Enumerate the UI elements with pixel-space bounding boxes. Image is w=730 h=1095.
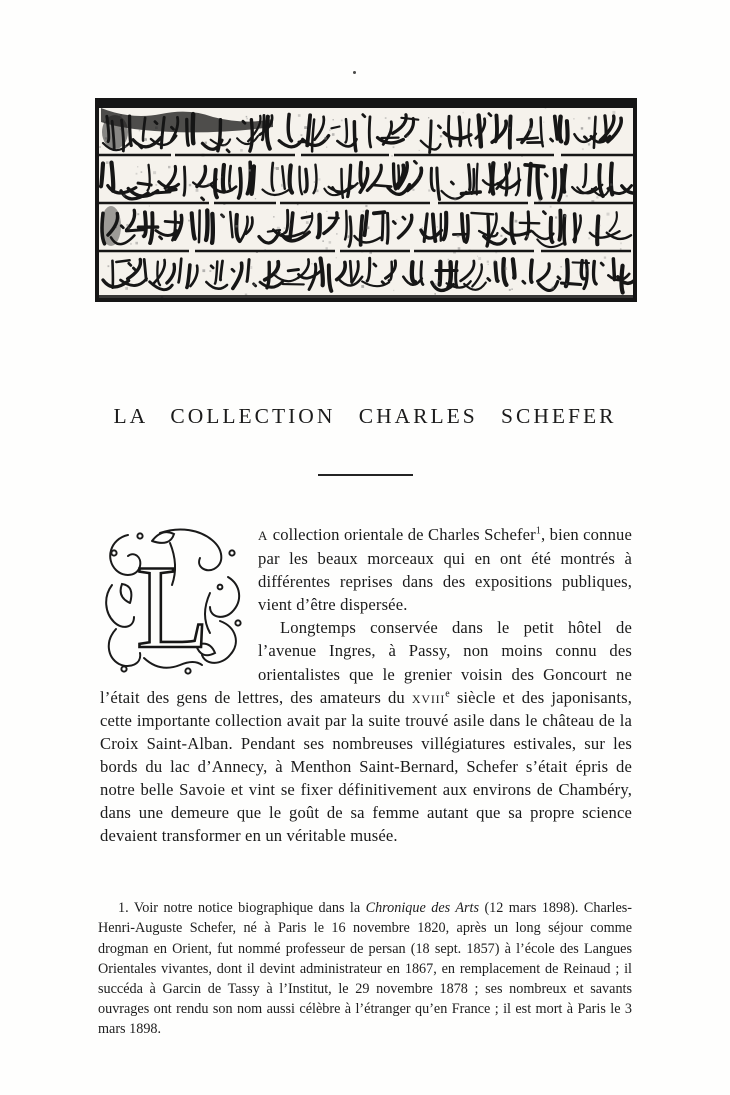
second-text-continued: siècle et des japonisants, cette importante collection avait par la suite trouvé asile dans le château de la Croix Saint-Alban. Pendant ses nombreuses villégiatures estivales, sur les bords du lac d’Annecy, à Menthon Saint-Bernard, Schefer s’était épris de notre belle Savoie et vint se fixer définitivement aux environs de Chambéry, dans une demeure que le goût de sa femme autant que sa propre science devaient transformer en un véritable musée. [100,687,632,846]
footnote-lead: Voir notre notice biographique dans la [128,900,366,917]
opening-text-continued: , bien connue par les beaux morceaux qui en ont été montrés à différentes reprises dans des expositions publiques, vient d’être dispersée. [258,525,632,615]
footnote-number: 1. [118,900,129,917]
footnote-reference: 1 [535,525,541,537]
article-title: LA COLLECTION CHARLES SCHEFER [113,404,617,428]
title-divider [318,474,413,476]
opening-text: collection orientale de Charles Schefer [268,525,536,544]
century-small-caps: xviii [411,687,446,707]
article-body [100,523,632,847]
century-exponent: e [445,688,450,700]
drop-cap-letter: L [136,540,210,673]
footnote-tail: (12 mars 1898). Charles-Henri-Auguste Schefer, né à Paris le 16 novembre 1820, après un long séjour comme drogman en Orient, fut nommé professeur de persan (18 sept. 1857) à l’école des Langues Orientales vivantes, dont il devint administrateur en 1867, en remplacement de Reinaud ; il succéda à Garcin de Tassy à l’Institut, le 29 novembre 1878 ; ses nombreux et savants ouvrages ont rendu son nom aussi célèbre à l’étranger qu’en France ; il est mort à Paris le 3 mars 1898. [98,900,632,1038]
calligraphy-plate [95,98,637,302]
footnote [98,898,632,1039]
second-text: Longtemps conservée dans le petit hôtel de l’avenue Ingres, à Passy, non moins connu des orientalistes que le grenier voisin des Goncourt ne l’était des gens de lettres, des amateurs du [100,618,632,707]
ink-speck [353,71,356,74]
arabic-calligraphy-image [95,98,637,302]
small-cap-a: A [258,528,269,543]
drop-cap-L [100,525,248,685]
journal-title-italic: Chronique des Arts [365,900,479,917]
